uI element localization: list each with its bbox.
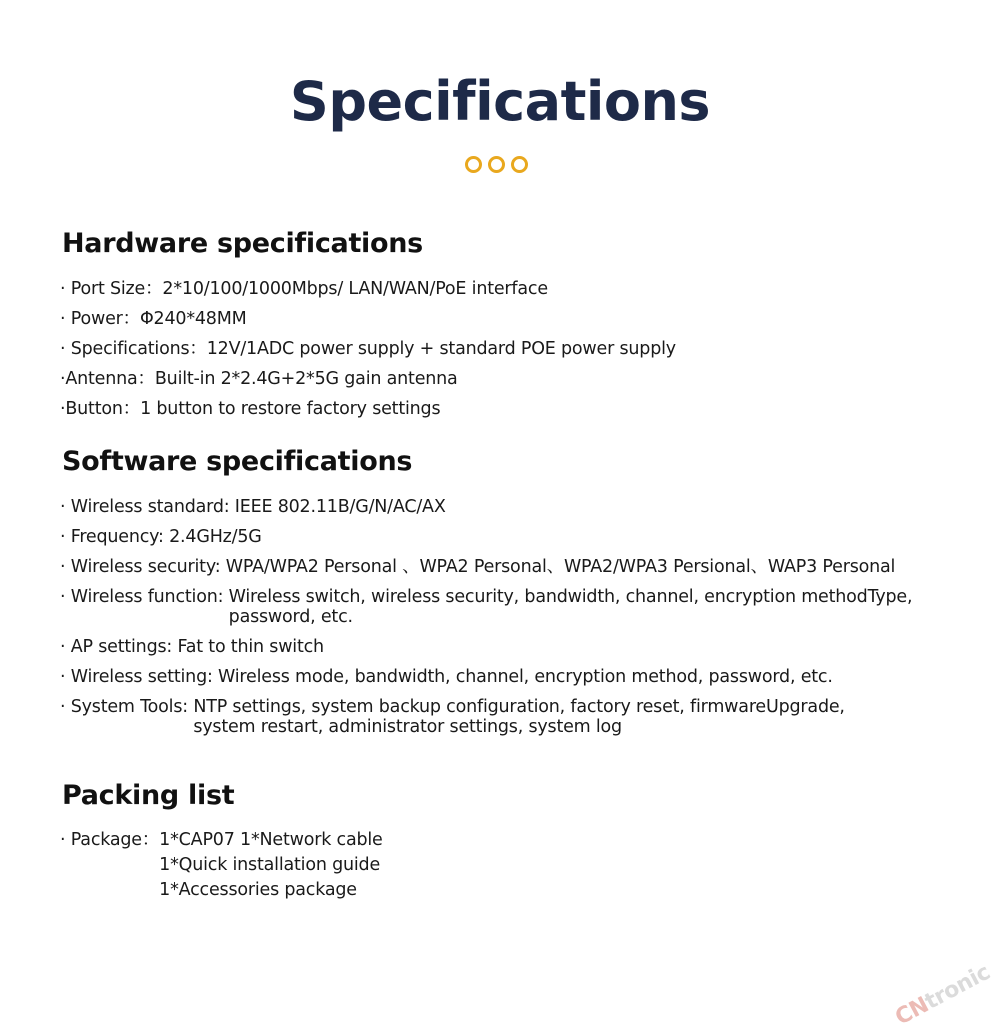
packing-list — [60, 828, 383, 903]
spec-value-line: Wireless mode, bandwidth, channel, encryption method, password, etc. — [218, 667, 833, 687]
circle-icon — [465, 156, 482, 173]
spec-label: ·Button： — [60, 399, 141, 419]
packing-heading: Packing list — [62, 780, 235, 811]
page-title: Specifications — [289, 70, 711, 133]
spec-value — [229, 587, 913, 627]
spec-label: · Power： — [60, 309, 140, 329]
spec-item — [60, 369, 676, 389]
circle-icon — [511, 156, 528, 173]
spec-value — [159, 828, 382, 903]
spec-item — [60, 587, 912, 627]
software-list — [60, 497, 912, 747]
spec-value-line: 1*Accessories package — [159, 880, 357, 900]
spec-label: · Wireless standard: — [60, 497, 235, 517]
spec-value-line: Built-in 2*2.4G+2*5G gain antenna — [154, 369, 458, 389]
spec-item — [60, 557, 912, 577]
spec-item — [60, 497, 912, 517]
spec-label: · AP settings: — [60, 637, 178, 657]
spec-value — [207, 339, 676, 359]
spec-value — [177, 637, 323, 657]
spec-value-line: IEEE 802.11B/G/N/AC/AX — [234, 497, 446, 517]
spec-value — [169, 527, 262, 547]
spec-value — [235, 497, 446, 517]
watermark-suffix: tronic — [920, 959, 994, 1015]
spec-label: · Frequency: — [60, 527, 170, 547]
spec-label: · Wireless setting: — [60, 667, 219, 687]
spec-value-line: 1*CAP07 1*Network cable — [159, 830, 383, 850]
spec-value-line: password, etc. — [228, 607, 353, 627]
spec-label: · System Tools: — [60, 697, 194, 717]
spec-value-line: Φ240*48MM — [139, 309, 247, 329]
spec-value-line: 1*Quick installation guide — [159, 855, 381, 875]
spec-label: · Package： — [60, 830, 160, 850]
spec-value — [155, 369, 458, 389]
spec-value-line: 1 button to restore factory settings — [140, 399, 441, 419]
spec-value — [193, 697, 844, 737]
spec-item — [60, 637, 912, 657]
software-heading: Software specifications — [62, 446, 413, 477]
spec-item — [60, 399, 676, 419]
spec-item — [60, 697, 912, 737]
spec-value — [218, 667, 833, 687]
title-decoration — [465, 156, 535, 176]
spec-label: · Wireless security: — [60, 557, 226, 577]
spec-value — [162, 279, 548, 299]
circle-icon — [488, 156, 505, 173]
spec-item — [60, 527, 912, 547]
spec-value — [140, 309, 247, 329]
spec-value-line: Wireless switch, wireless security, bandwidth, channel, encryption methodType, — [228, 587, 913, 607]
spec-item — [60, 667, 912, 687]
spec-item — [60, 279, 676, 299]
spec-label: · Specifications： — [60, 339, 207, 359]
spec-item — [60, 309, 676, 329]
watermark-prefix: CN — [891, 992, 933, 1031]
spec-label: · Wireless function: — [60, 587, 229, 607]
spec-label: · Port Size： — [60, 279, 163, 299]
spec-item — [60, 339, 676, 359]
spec-label: ·Antenna： — [60, 369, 155, 389]
brand-watermark — [891, 960, 994, 1031]
spec-value-line: system restart, administrator settings, system log — [193, 717, 622, 737]
spec-value-line: 2.4GHz/5G — [169, 527, 262, 547]
hardware-heading: Hardware specifications — [62, 228, 423, 259]
spec-value-line: Fat to thin switch — [177, 637, 324, 657]
spec-value-line: WPA/WPA2 Personal 、WPA2 Personal、WPA2/WPA3 Persional、WAP3 Personal — [225, 557, 896, 577]
spec-value-line: 12V/1ADC power supply + standard POE power supply — [206, 339, 676, 359]
spec-value — [226, 557, 895, 577]
spec-item — [60, 828, 383, 903]
spec-value-line: 2*10/100/1000Mbps/ LAN/WAN/PoE interface — [162, 279, 548, 299]
spec-value — [140, 399, 440, 419]
hardware-list — [60, 279, 676, 429]
spec-value-line: NTP settings, system backup configuration, factory reset, firmwareUpgrade, — [193, 697, 845, 717]
